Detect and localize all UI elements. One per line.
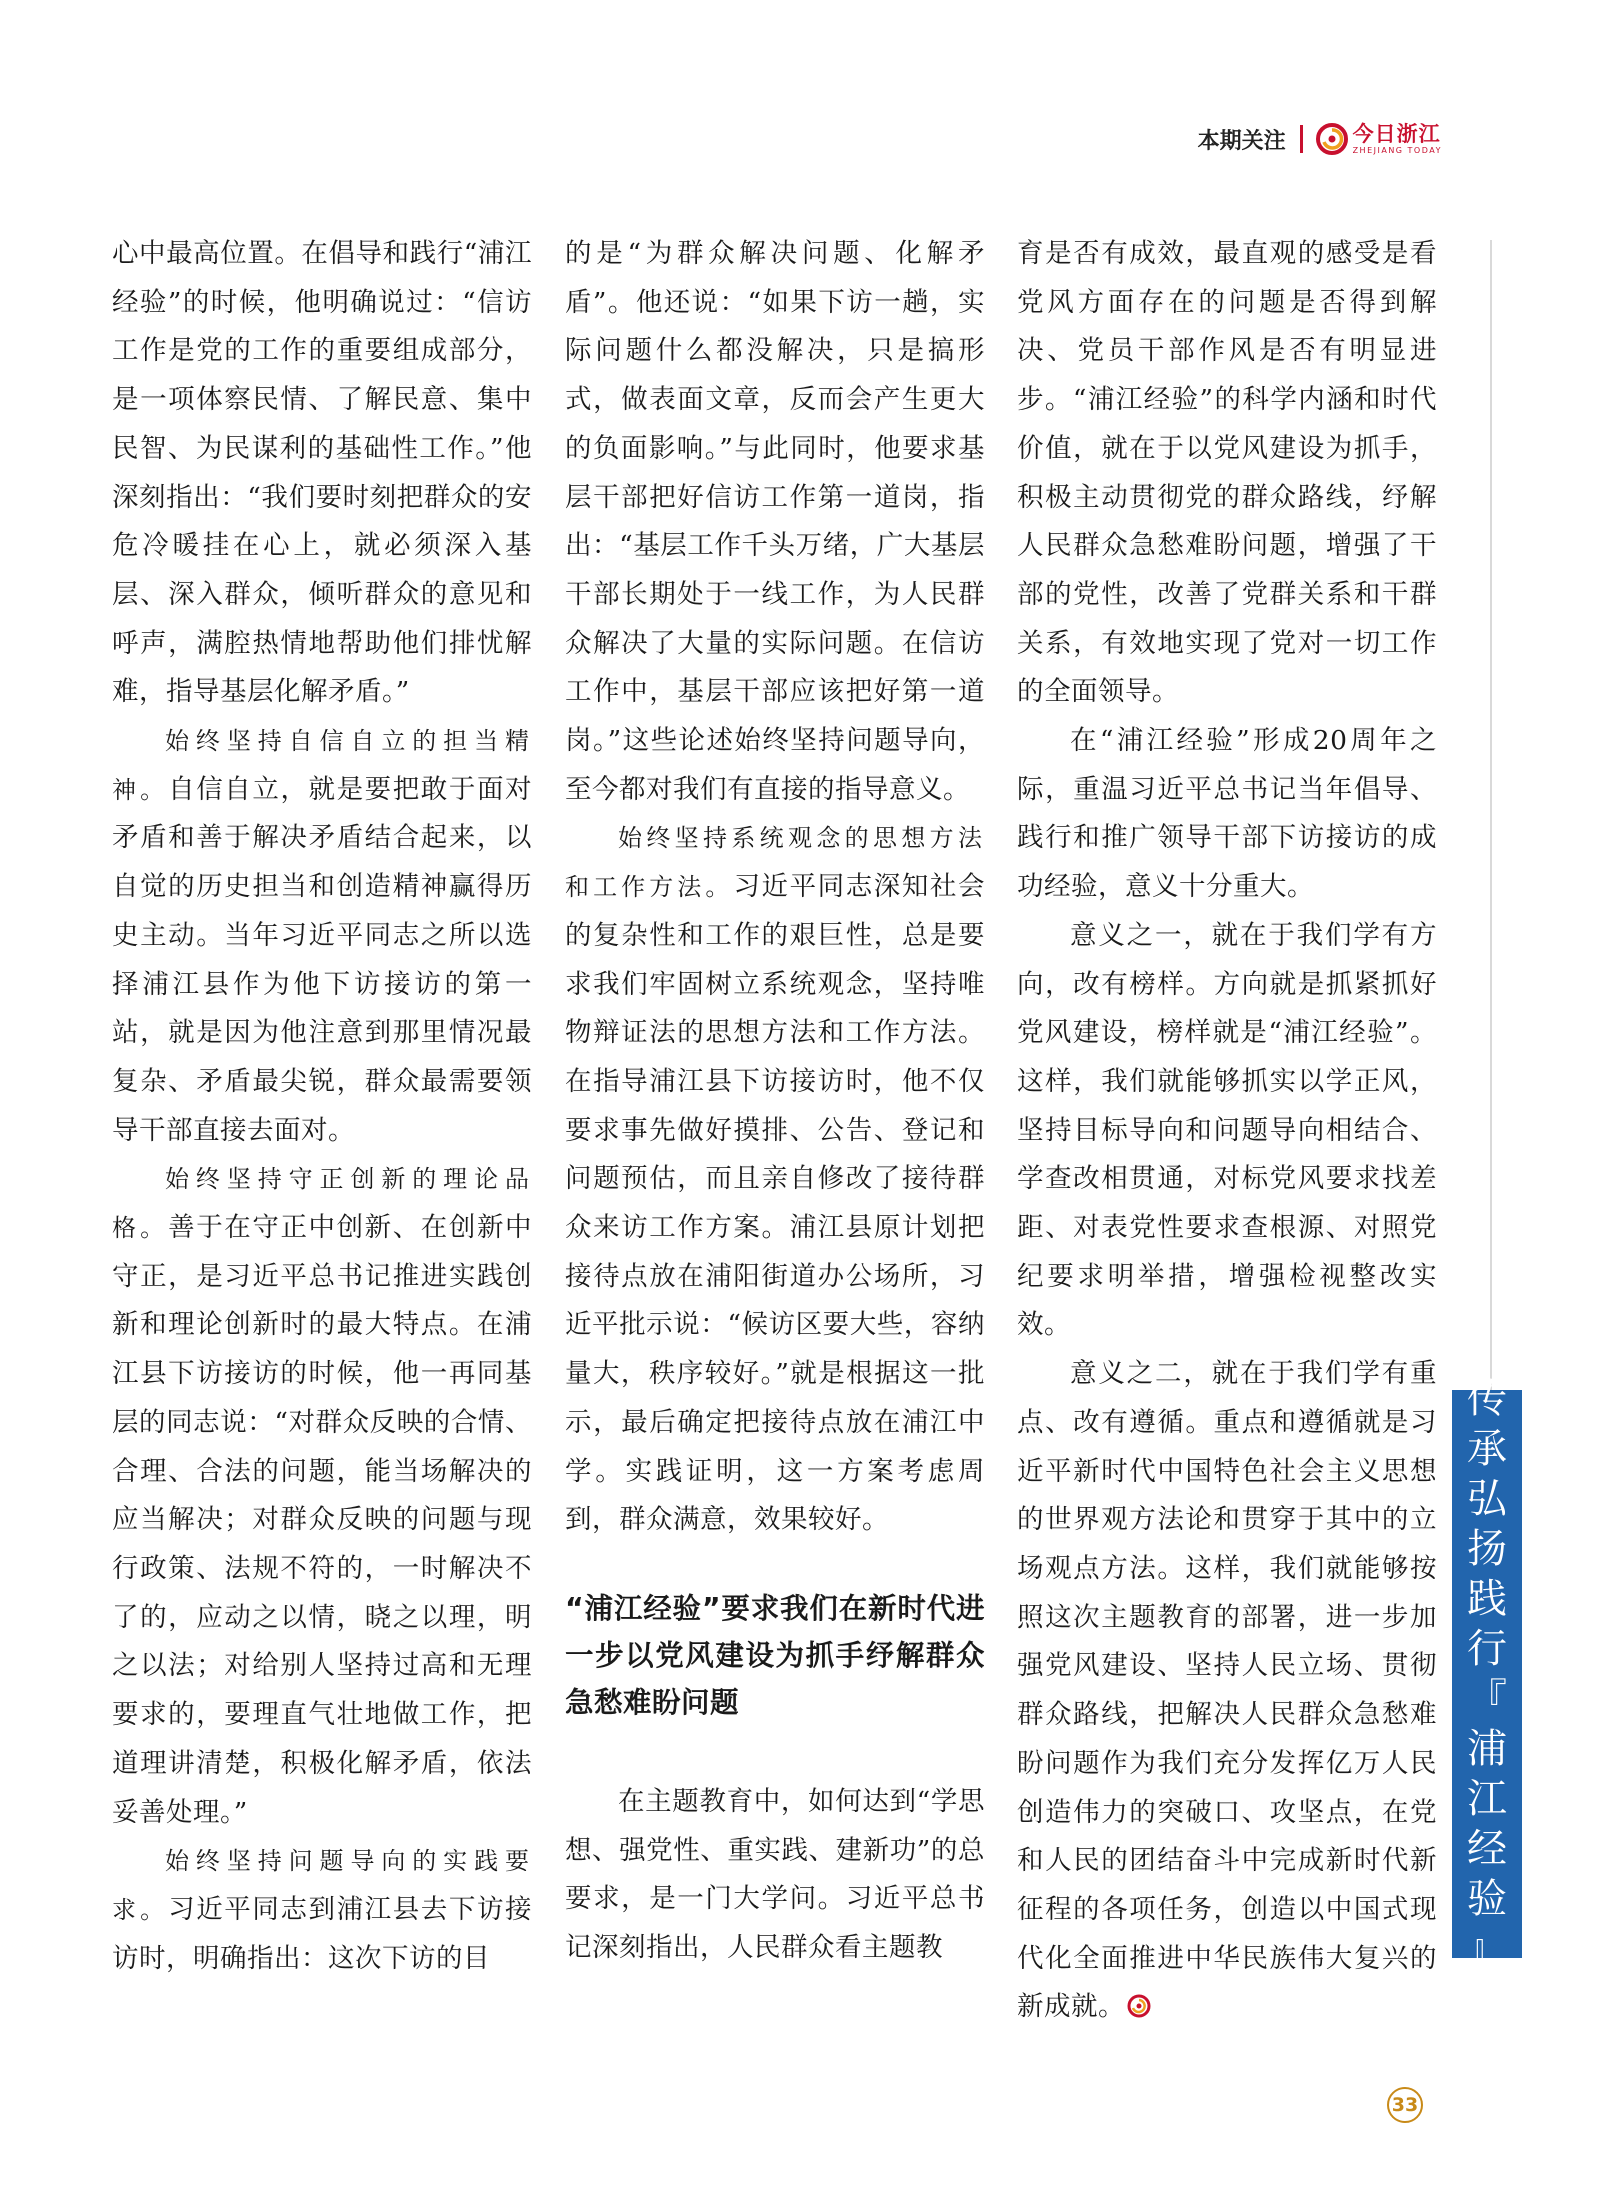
banner-char: 验: [1467, 1876, 1507, 1922]
banner-char: 经: [1467, 1826, 1507, 1872]
paragraph: [112, 1155, 532, 1837]
paragraph: 育是否有成效，最直观的感受是看党风方面存在的问题是否得到解决、党员干部作风是否有明显进步。“浦江经验”的科学内涵和时代价值，就在于以党风建设为抓手，积极主动贯彻党的群众路线，纾解人民群众急愁难盼问题，增强了干部的党性，改善了党群关系和干群关系，有效地实现了党对一切工作的全面领导。: [1017, 238, 1437, 708]
vertical-section-banner: [1452, 1376, 1522, 1972]
paragraph: [565, 814, 985, 1545]
banner-char: 传: [1467, 1376, 1507, 1422]
page-header: [1198, 118, 1442, 160]
paragraph-lead: 始终坚持问题导向的实践要求。: [112, 1847, 532, 1924]
paragraph: 在主题教育中，如何达到“学思想、强党性、重实践、建新功”的总要求，是一门大学问。习近平总书记深刻指出，人民群众看主题教: [565, 1785, 985, 1964]
banner-char: 江: [1467, 1776, 1507, 1822]
paragraph-lead: 始终坚持系统观念的思想方法和工作方法。: [565, 824, 985, 902]
paragraph-body: 意义之二，就在于我们学有重点、改有遵循。重点和遵循就是习近平新时代中国特色社会主义思想的世界观方法论和贯穿于其中的立场观点方法。这样，我们就能够按照这次主题教育的部署，进一步加强党风建设、坚持人民立场、贯彻群众路线，把解决人民群众急愁难盼问题作为我们充分发挥亿万人民创造伟力的突破口、攻坚点，在党和人民的团结奋斗中完成新时代新征程的各项任务，创造以中国式现代化全面推进中华民族伟大复兴的新成就。: [1017, 1358, 1437, 2023]
header-divider: [1300, 125, 1303, 153]
paragraph: 意义之一，就在于我们学有方向，改有榜样。方向就是抓紧抓好党风建设，榜样就是“浦江经验”。这样，我们就能够抓实以学正风，坚持目标导向和问题导向相结合、学查改相贯通，对标党风要求找差距、对表党性要求查根源、对照党纪要求明举措，增强检视整改实效。: [1017, 919, 1437, 1341]
logo-text: 今日浙江: [1352, 121, 1441, 146]
paragraph: 心中最高位置。在倡导和践行“浦江经验”的时候，他明确说过：“信访工作是党的工作的重要组成部分，是一项体察民情、了解民意、集中民智、为民谋利的基础性工作。”他深刻指出：“我们要时刻把群众的安危冷暖挂在心上，就必须深入基层、深入群众，倾听群众的意见和呼声，满腔热情地帮助他们排忧解难，指导基层化解矛盾。”: [112, 238, 532, 708]
paragraph-body: 善于在守正中创新、在创新中守正，是习近平总书记推进实践创新和理论创新时的最大特点。在浦江县下访接访的时候，他一再同基层的同志说：“对群众反映的合情、合理、合法的问题，能当场解决的应当解决；对群众反映的问题与现行政策、法规不符的，一时解决不了的，应动之以情，晓之以理，明之以法；对给别人坚持过高和无理要求的，要理直气壮地做工作，把道理讲清楚，积极化解矛盾，依法妥善处理。”: [112, 1212, 533, 1828]
article-column-2: [565, 230, 985, 1973]
publication-logo: [1315, 122, 1442, 156]
banner-char: 践: [1467, 1576, 1507, 1622]
logo-swirl-icon: [1315, 122, 1349, 156]
article-column-3: [1017, 230, 1437, 2032]
section-subheading: “浦江经验”要求我们在新时代进一步以党风建设为抓手纾解群众急愁难盼问题: [565, 1591, 985, 1719]
column-rule: [1490, 240, 1492, 1403]
paragraph: [112, 717, 532, 1155]
banner-char: 』: [1467, 1926, 1507, 1972]
banner-char: 『: [1467, 1676, 1507, 1722]
paragraph: 的是“为群众解决问题、化解矛盾”。他还说：“如果下访一趟，实际问题什么都没解决，只是搞形式，做表面文章，反而会产生更大的负面影响。”与此同时，他要求基层干部把好信访工作第一道岗，指出：“基层工作千头万绪，广大基层干部长期处于一线工作，为人民群众解决了大量的实际问题。在信访工作中，基层干部应该把好第一道岗。”这些论述始终坚持问题导向，至今都对我们有直接的指导意义。: [565, 238, 985, 805]
paragraph-body: 自信自立，就是要把敢于面对矛盾和善于解决矛盾结合起来，以自觉的历史担当和创造精神赢得历史主动。当年习近平同志之所以选择浦江县作为他下访接访的第一站，就是因为他注意到那里情况最复杂、矛盾最尖锐，群众最需要领导干部直接去面对。: [112, 773, 533, 1146]
paragraph: [1017, 1350, 1437, 2032]
paragraph-lead: 始终坚持自信自立的担当精神。: [112, 727, 532, 804]
banner-char: 扬: [1467, 1526, 1507, 1572]
article-column-1: [112, 230, 532, 1983]
paragraph-body: 习近平同志到浦江县去下访接访时，明确指出：这次下访的目: [112, 1893, 533, 1974]
paragraph-body: 习近平同志深知社会的复杂性和工作的艰巨性，总是要求我们牢固树立系统观念，坚持唯物辩证法的思想方法和工作方法。在指导浦江县下访接访时，他不仅要求事先做好摸排、公告、登记和问题预估，而且亲自修改了接待群众来访工作方案。浦江县原计划把接待点放在浦阳街道办公场所，习近平批示说：“候访区要大些，容纳量大，秩序较好。”就是根据这一批示，最后确定把接待点放在浦江中学。实践证明，这一方案考虑周到，群众满意，效果较好。: [565, 871, 986, 1536]
paragraph: [112, 1837, 532, 1983]
banner-char: 弘: [1467, 1476, 1507, 1522]
page-number: 33: [1387, 2087, 1423, 2123]
paragraph-lead: 始终坚持守正创新的理论品格。: [112, 1165, 532, 1243]
article-end-icon: [1127, 1994, 1151, 2018]
section-label: 本期关注: [1197, 128, 1286, 154]
banner-char: 行: [1467, 1626, 1507, 1672]
paragraph: 在“浦江经验”形成20周年之际，重温习近平总书记当年倡导、践行和推广领导干部下访接访的成功经验，意义十分重大。: [1017, 725, 1437, 903]
banner-char: 浦: [1467, 1726, 1507, 1772]
banner-char: 承: [1467, 1426, 1507, 1472]
logo-subtext: ZHEJIANG TODAY: [1352, 145, 1442, 155]
